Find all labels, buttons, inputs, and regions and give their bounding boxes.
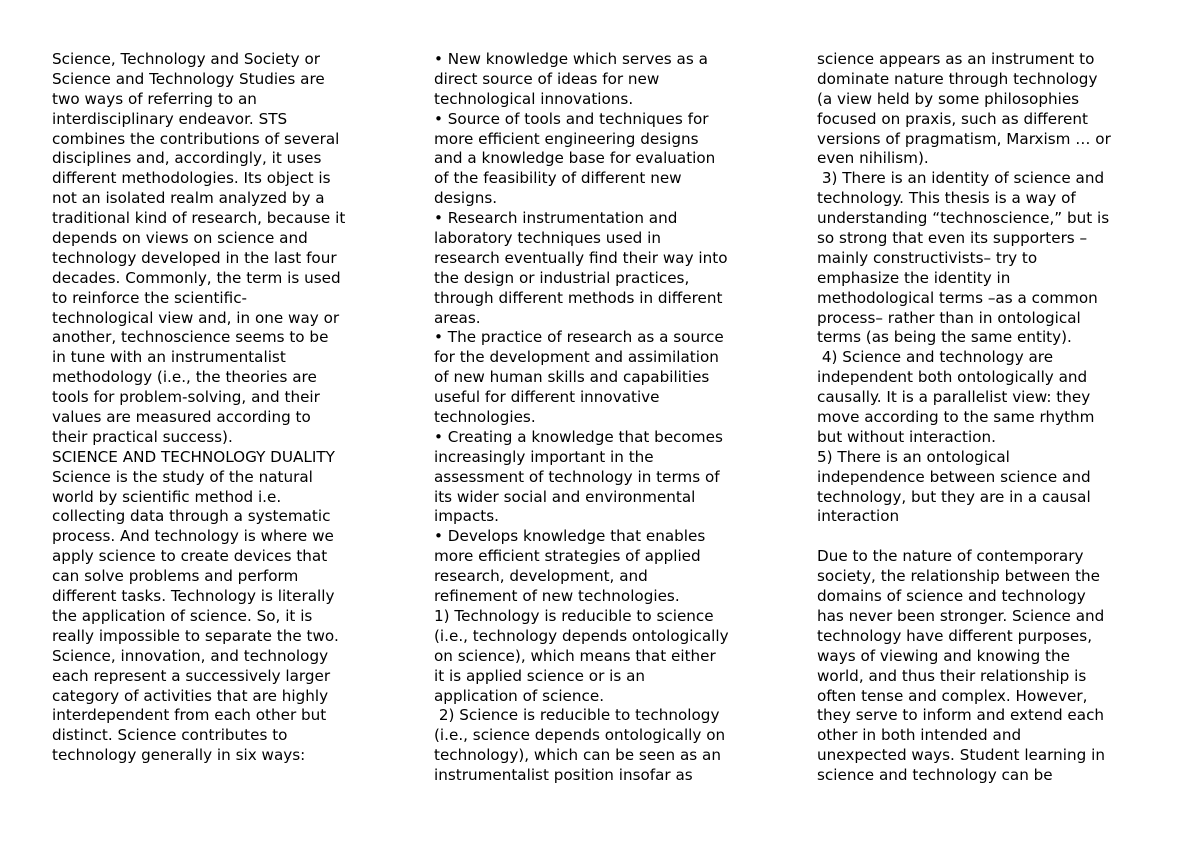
text-column-3 [817, 50, 1162, 786]
text-line: unexpected ways. Student learning in [817, 746, 1105, 765]
text-line: methodology (i.e., the theories are [52, 368, 317, 387]
text-line: • The practice of research as a source [434, 328, 724, 347]
text-line: focused on praxis, such as different [817, 109, 1088, 128]
text-line: science appears as an instrument to [817, 50, 1095, 68]
text-line: can solve problems and perform [52, 567, 299, 586]
text-line: 2) Science is reducible to technology [434, 706, 720, 725]
text-line: domains of science and technology [817, 587, 1086, 606]
text-line: even nihilism). [817, 149, 929, 168]
text-line: other in both intended and [817, 726, 1022, 745]
text-line: Science and Technology Studies are [52, 69, 325, 88]
text-line: process. And technology is where we [52, 527, 334, 546]
text-line: more efficient strategies of applied [434, 547, 701, 566]
text-line: technology, but they are in a causal [817, 487, 1091, 506]
text-line: interdisciplinary endeavor. STS [52, 109, 288, 128]
text-line: technology developed in the last four [52, 248, 337, 267]
text-line: the application of science. So, it is [52, 606, 313, 625]
text-line: another, technoscience seems to be [52, 328, 329, 347]
text-line: instrumentalist position insofar as [434, 766, 693, 785]
text-line: they serve to inform and extend each [817, 706, 1105, 725]
text-line: dominate nature through technology [817, 69, 1098, 88]
text-line: understanding “technoscience,” but is [817, 209, 1110, 228]
text-line: (a view held by some philosophies [817, 89, 1080, 108]
text-line: of the feasibility of different new [434, 169, 682, 188]
text-line: disciplines and, accordingly, it uses [52, 149, 322, 168]
text-line: research eventually find their way into [434, 248, 728, 267]
text-line: often tense and complex. However, [817, 686, 1088, 705]
text-line: ways of viewing and knowing the [817, 646, 1070, 665]
text-line: so strong that even its supporters – [817, 229, 1088, 248]
text-line: areas. [434, 308, 481, 327]
text-line: tools for problem-solving, and their [52, 388, 320, 407]
text-line: increasingly important in the [434, 447, 654, 466]
text-line: category of activities that are highly [52, 686, 329, 705]
text-line: combines the contributions of several [52, 129, 340, 148]
text-line: each represent a successively larger [52, 666, 331, 685]
text-line: values are measured according to [52, 408, 311, 427]
text-line: in tune with an instrumentalist [52, 348, 286, 367]
text-line: its wider social and environmental [434, 487, 696, 506]
text-line: their practical success). [52, 427, 233, 446]
text-line: the design or industrial practices, [434, 268, 690, 287]
text-line: different methodologies. Its object is [52, 169, 331, 188]
text-line: • Develops knowledge that enables [434, 527, 706, 546]
text-line: traditional kind of research, because it [52, 209, 346, 228]
text-line: Due to the nature of contemporary [817, 547, 1084, 566]
text-line: mainly constructivists– try to [817, 248, 1038, 267]
text-column-1 [52, 50, 397, 766]
text-line: research, development, and [434, 567, 648, 586]
text-line: designs. [434, 189, 498, 208]
text-line: • Research instrumentation and [434, 209, 678, 228]
text-line: decades. Commonly, the term is used [52, 268, 341, 287]
text-line: causally. It is a parallelist view: they [817, 388, 1091, 407]
text-line: interdependent from each other but [52, 706, 327, 725]
text-line: independence between science and [817, 467, 1091, 486]
text-line: emphasize the identity in [817, 268, 1011, 287]
text-line: technological innovations. [434, 89, 634, 108]
text-line: SCIENCE AND TECHNOLOGY DUALITY [52, 447, 335, 466]
text-line: world by scientific method i.e. [52, 487, 282, 506]
text-line: direct source of ideas for new [434, 69, 660, 88]
text-line: depends on views on science and [52, 229, 308, 248]
text-line: of new human skills and capabilities [434, 368, 710, 387]
text-line: not an isolated realm analyzed by a [52, 189, 325, 208]
text-line: 3) There is an identity of science and [817, 169, 1105, 188]
text-line: Science is the study of the natural [52, 467, 313, 486]
text-line: (i.e., science depends ontologically on [434, 726, 726, 745]
text-line: 1) Technology is reducible to science [434, 606, 714, 625]
text-line: technology. This thesis is a way of [817, 189, 1076, 208]
text-line: technologies. [434, 408, 536, 427]
text-line: more efficient engineering designs [434, 129, 699, 148]
text-line: move according to the same rhythm [817, 408, 1095, 427]
text-line: laboratory techniques used in [434, 229, 661, 248]
text-line: Science, Technology and Society or [52, 50, 320, 68]
text-line: technology have different purposes, [817, 626, 1093, 645]
text-line: (i.e., technology depends ontologically [434, 626, 729, 645]
text-line: Science, innovation, and technology [52, 646, 329, 665]
text-line: it is applied science or is an [434, 666, 646, 685]
text-line: but without interaction. [817, 427, 996, 446]
text-line: through different methods in different [434, 288, 723, 307]
text-line: useful for different innovative [434, 388, 660, 407]
text-line: impacts. [434, 507, 500, 526]
text-line: two ways of referring to an [52, 89, 257, 108]
text-line: versions of pragmatism, Marxism … or [817, 129, 1111, 148]
text-line: process– rather than in ontological [817, 308, 1081, 327]
text-line: apply science to create devices that [52, 547, 328, 566]
text-line: really impossible to separate the two. [52, 626, 339, 645]
text-line: technology generally in six ways: [52, 746, 306, 765]
text-line: distinct. Science contributes to [52, 726, 288, 745]
text-line: independent both ontologically and [817, 368, 1088, 387]
text-column-2 [434, 50, 779, 786]
text-line: to reinforce the scientific- [52, 288, 248, 307]
text-line: has never been stronger. Science and [817, 606, 1105, 625]
text-line: refinement of new technologies. [434, 587, 680, 606]
text-line: for the development and assimilation [434, 348, 719, 367]
text-line: 4) Science and technology are [817, 348, 1054, 367]
text-line: • Source of tools and techniques for [434, 109, 709, 128]
text-line: world, and thus their relationship is [817, 666, 1087, 685]
text-line: technological view and, in one way or [52, 308, 340, 327]
text-line [817, 527, 1162, 547]
text-line: and a knowledge base for evaluation [434, 149, 716, 168]
text-line: methodological terms –as a common [817, 288, 1098, 307]
text-line: 5) There is an ontological [817, 447, 1010, 466]
text-line: assessment of technology in terms of [434, 467, 720, 486]
text-line: terms (as being the same entity). [817, 328, 1072, 347]
text-line: on science), which means that either [434, 646, 716, 665]
text-line: society, the relationship between the [817, 567, 1100, 586]
text-line: • New knowledge which serves as a [434, 50, 708, 68]
text-line: • Creating a knowledge that becomes [434, 427, 723, 446]
text-line: science and technology can be [817, 766, 1053, 785]
text-line: different tasks. Technology is literally [52, 587, 335, 606]
text-line: collecting data through a systematic [52, 507, 331, 526]
text-line: application of science. [434, 686, 605, 705]
text-line: interaction [817, 507, 900, 526]
text-line: technology), which can be seen as an [434, 746, 721, 765]
